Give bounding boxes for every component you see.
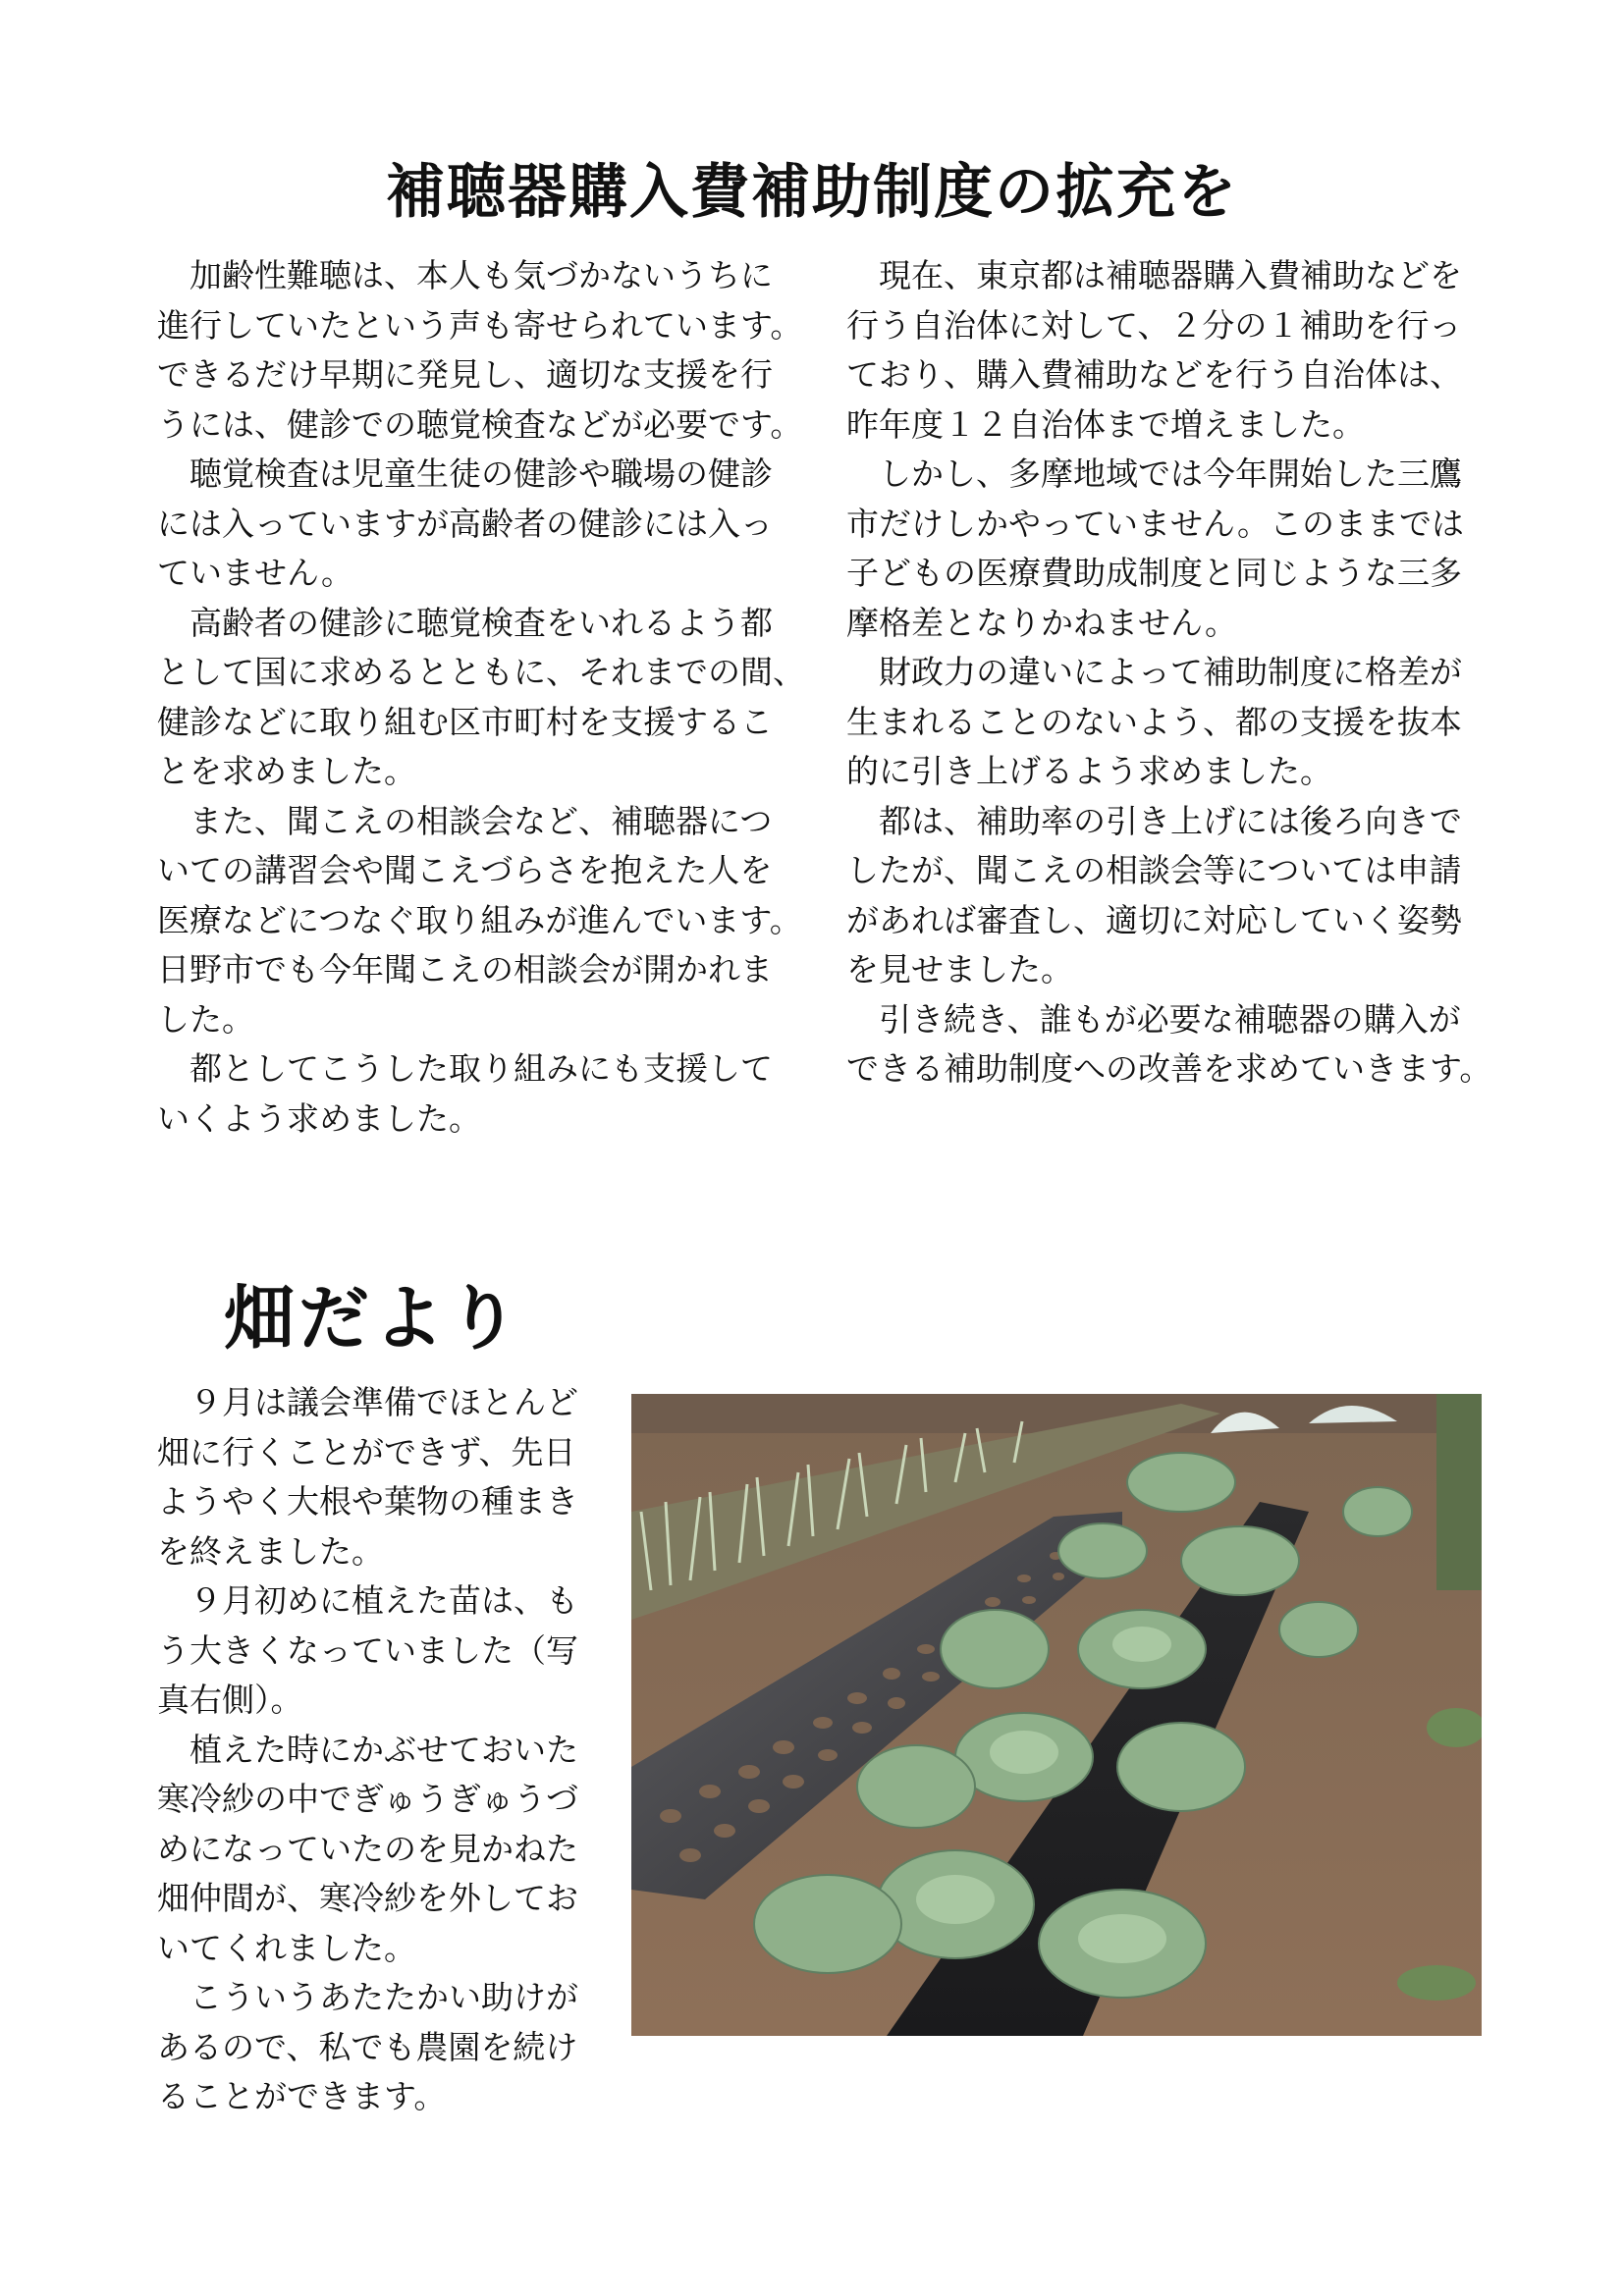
text-line: 真右側）。 [157,1681,303,1719]
article-left-column [157,251,805,1144]
text-line: ９月は議会準備でほとんど [157,1383,578,1421]
text-line: を見せました。 [846,950,1073,988]
text-line: 市だけしかやっていません。このままでは [846,504,1464,543]
text-line: ９月初めに植えた苗は、も [157,1581,578,1620]
text-line: したが、聞こえの相談会等については申請 [846,851,1462,889]
text-line: 昨年度１２自治体まで増えました。 [846,404,1365,444]
text-line: 摩格差となりかねません。 [846,603,1237,642]
article-right-column [846,251,1494,1095]
text-line: できるだけ早期に発見し、適切な支援を行 [157,355,773,394]
text-line: いくよう求めました。 [157,1098,481,1138]
text-line: した。 [157,999,254,1039]
text-line: 畑仲間が、寒冷紗を外してお [157,1879,578,1917]
text-line: また、聞こえの相談会など、補聴器につ [157,801,773,840]
text-line: 寒冷紗の中でぎゅうぎゅうづ [157,1780,578,1818]
text-line: 加齢性難聴は、本人も気づかないうちに [157,256,773,294]
text-line: には入っていますが高齢者の健診には入っ [157,504,773,543]
text-line: 行う自治体に対して、２分の１補助を行っ [846,305,1462,345]
text-line: 子どもの医療費助成制度と同じような三多 [846,554,1462,592]
text-line: 医療などにつなぐ取り組みが進んでいます。 [157,900,802,939]
text-line: 都としてこうした取り組みにも支援して [157,1049,773,1088]
text-line: 畑に行くことができず、先日 [157,1432,576,1471]
text-line: ていません。 [157,554,353,592]
text-line: 的に引き上げるよう求めました。 [846,752,1332,790]
text-line: う大きくなっていました（写 [157,1630,578,1670]
text-line: うには、健診での聴覚検査などが必要です。 [157,404,803,444]
text-line: 進行していたという声も寄せられています。 [157,305,803,345]
text-line: 生まれることのないよう、都の支援を抜本 [846,702,1462,741]
vegetable-garden-photo [631,1394,1482,2036]
text-line: 健診などに取り組む区市町村を支援するこ [157,702,773,741]
text-line: あるので、私でも農園を続け [157,2027,578,2066]
text-line: ており、購入費補助などを行う自治体は、 [846,355,1462,394]
text-line: 現在、東京都は補聴器購入費補助などを [846,256,1462,294]
text-line: めになっていたのを見かねた [157,1829,578,1868]
text-line: ることができます。 [157,2077,447,2115]
text-line: があれば審査し、適切に対応していく姿勢 [846,900,1462,939]
article-title-hearing-aid: 補聴器購入費補助制度の拡充を [386,158,1238,227]
text-line: とを求めました。 [157,752,416,790]
text-line: 植えた時にかぶせておいた [157,1730,578,1769]
text-line: いてくれました。 [157,1928,416,1967]
text-line: 聴覚検査は児童生徒の健診や職場の健診 [157,454,773,493]
article-title-garden: 畑だより [224,1277,523,1360]
garden-article-column [157,1378,589,2122]
text-line: こういうあたたかい助けが [157,1978,578,2016]
text-line: 高齢者の健診に聴覚検査をいれるよう都 [157,603,773,642]
text-line: できる補助制度への改善を求めていきます。 [846,1049,1492,1088]
text-line: いての講習会や聞こえづらさを抱えた人を [157,851,773,889]
text-line: を終えました。 [157,1531,384,1571]
text-line: として国に求めるとともに、それまでの間、 [157,653,805,691]
text-line: 日野市でも今年聞こえの相談会が開かれま [157,950,773,988]
text-line: ようやく大根や葉物の種まき [157,1482,578,1521]
text-line: しかし、多摩地域では今年開始した三鷹 [846,454,1462,493]
text-line: 財政力の違いによって補助制度に格差が [846,653,1462,691]
text-line: 引き続き、誰もが必要な補聴器の購入が [846,999,1461,1039]
text-line: 都は、補助率の引き上げには後ろ向きで [846,801,1462,840]
